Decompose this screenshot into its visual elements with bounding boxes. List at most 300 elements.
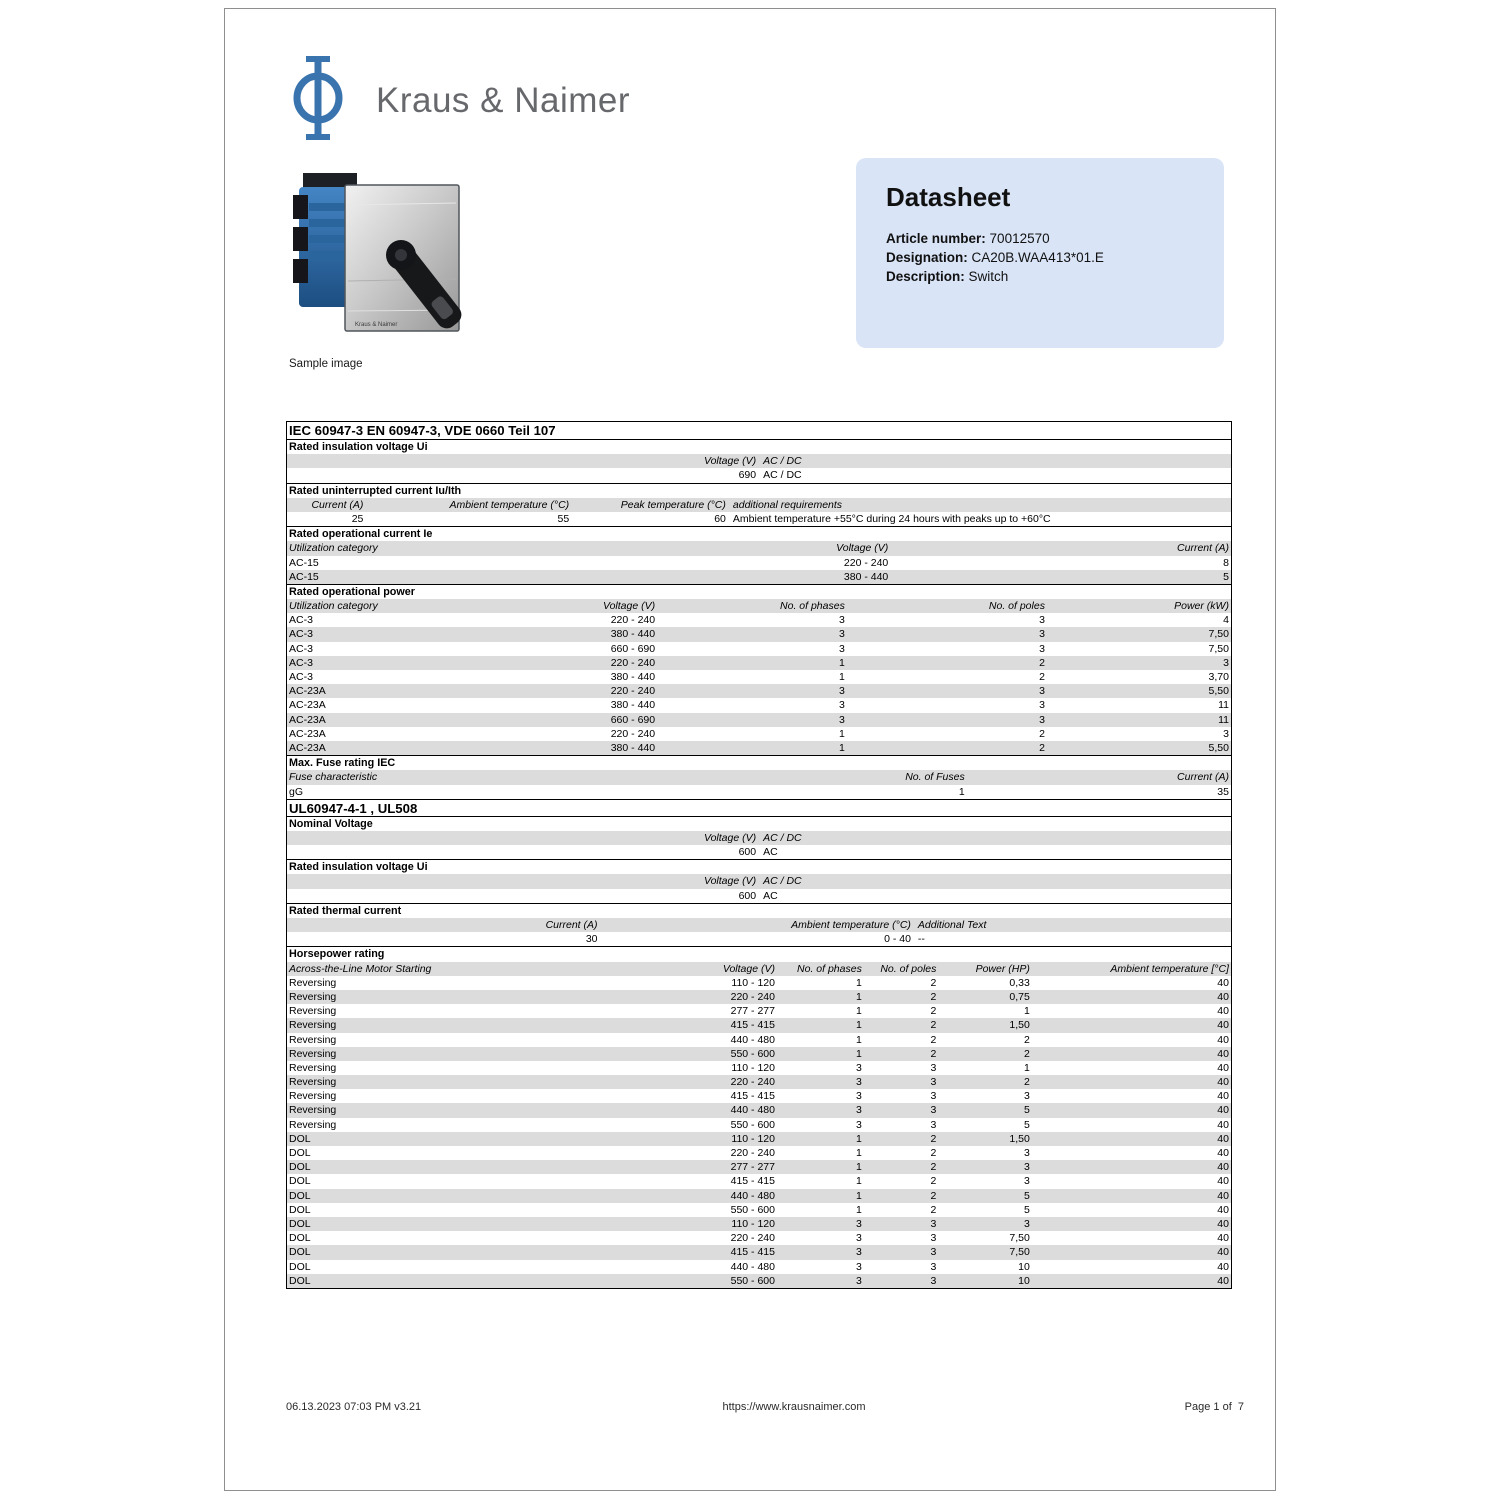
table-cell: 600 xyxy=(738,889,757,902)
table-cell: 5 xyxy=(1024,1104,1030,1117)
sample-image-caption: Sample image xyxy=(289,358,363,370)
table-cell: 415 - 415 xyxy=(730,1246,775,1259)
table-cell: 3 xyxy=(1024,1161,1030,1174)
table-cell: 110 - 120 xyxy=(731,1061,775,1074)
table-cell: 600 xyxy=(738,846,757,859)
table-cell: AC-3 xyxy=(289,656,313,669)
table-cell: 1,50 xyxy=(1009,1019,1030,1032)
table-cell: 3 xyxy=(838,713,845,726)
table-cell: -- xyxy=(917,933,925,946)
footer-date-version: 06.13.2023 07:03 PM v3.21 xyxy=(286,1401,422,1413)
table-row xyxy=(287,1174,1231,1188)
table-cell: Reversing xyxy=(289,1019,337,1032)
table-cell: Voltage (V) xyxy=(703,875,757,888)
table-cell: AC xyxy=(763,889,778,902)
table-cell: 40 xyxy=(1217,1076,1229,1089)
table-cell: 0,33 xyxy=(1009,976,1030,989)
table-cell: AC-3 xyxy=(289,671,313,683)
phi-logo-icon xyxy=(287,54,349,147)
table-cell: Fuse characteristic xyxy=(289,771,378,784)
table-cell: 2 xyxy=(930,1203,937,1216)
table-cell: 60 xyxy=(714,512,726,525)
table-cell: Ambient temperature (°C) xyxy=(791,919,911,931)
table-row xyxy=(287,1146,1231,1160)
designation-label: Designation: xyxy=(886,250,968,265)
table-cell: 220 - 240 xyxy=(610,727,656,740)
table-row xyxy=(287,1047,1231,1061)
table-cell: 40 xyxy=(1217,1019,1229,1032)
table-cell: Reversing xyxy=(289,1076,337,1089)
table-cell: 220 - 240 xyxy=(610,656,656,669)
table-cell: 40 xyxy=(1217,1061,1229,1074)
table-cell: 1 xyxy=(1024,1061,1030,1074)
table-cell: 1 xyxy=(855,990,862,1003)
table-cell: 2 xyxy=(930,1005,937,1018)
table-cell: 2 xyxy=(930,1161,937,1174)
table-cell: 3 xyxy=(930,1232,937,1245)
table-cell: 3 xyxy=(1039,628,1045,641)
table-cell: Power (kW) xyxy=(1174,600,1229,613)
table-cell: 2 xyxy=(930,1033,937,1046)
table-cell: 2 xyxy=(1039,671,1045,683)
table-cell: 440 - 480 xyxy=(730,1189,775,1202)
table-row xyxy=(287,727,1231,741)
table-cell: DOL xyxy=(289,1175,311,1188)
table-cell: 35 xyxy=(1217,785,1229,798)
svg-text:Kraus & Naimer: Kraus & Naimer xyxy=(355,322,398,328)
table-cell: 2 xyxy=(930,990,937,1003)
column-header-row xyxy=(287,541,1231,555)
table-cell: 220 - 240 xyxy=(730,1232,775,1245)
table-cell: DOL xyxy=(289,1274,311,1287)
table-cell: 2 xyxy=(930,1147,937,1159)
table-cell: AC / DC xyxy=(763,469,802,482)
table-row xyxy=(287,613,1231,627)
table-cell: 440 - 480 xyxy=(730,1260,775,1273)
table-cell: 3 xyxy=(930,1090,937,1103)
table-cell: 3 xyxy=(1024,1090,1030,1103)
table-cell: Peak temperature (°C) xyxy=(620,498,726,511)
table-cell: 1 xyxy=(855,976,862,989)
table-cell: DOL xyxy=(289,1161,311,1174)
table-cell: 3 xyxy=(930,1217,937,1230)
table-cell: Reversing xyxy=(289,1090,337,1103)
table-cell: Reversing xyxy=(289,1061,337,1074)
designation-field xyxy=(886,248,1194,267)
table-cell: 3 xyxy=(930,1076,937,1089)
table-cell: 5 xyxy=(1223,570,1229,583)
table-row xyxy=(287,785,1231,799)
table-cell: 1 xyxy=(1024,1005,1030,1018)
table-cell: 40 xyxy=(1217,1260,1229,1273)
table-cell: 40 xyxy=(1217,1189,1229,1202)
table-cell: 440 - 480 xyxy=(730,1033,775,1046)
table-row xyxy=(287,741,1231,755)
table-cell: 660 - 690 xyxy=(610,713,656,726)
table-cell: 660 - 690 xyxy=(610,642,656,655)
table-cell: Across-the-Line Motor Starting xyxy=(289,962,432,975)
table-cell: 3 xyxy=(1024,1217,1030,1230)
table-cell: AC-3 xyxy=(289,614,313,627)
table-section xyxy=(287,483,1231,527)
table-cell: 1 xyxy=(958,785,965,798)
datasheet-page xyxy=(224,8,1276,1491)
table-cell: No. of poles xyxy=(880,962,937,975)
table-cell: 2 xyxy=(930,1189,937,1202)
table-cell: AC-15 xyxy=(289,570,319,583)
spec-table xyxy=(286,421,1232,1289)
table-cell: 220 - 240 xyxy=(843,556,889,569)
table-cell: 2 xyxy=(1024,1033,1030,1046)
table-cell: DOL xyxy=(289,1132,311,1145)
table-cell: AC-23A xyxy=(289,727,326,740)
table-row xyxy=(287,670,1231,684)
table-cell: gG xyxy=(289,785,304,798)
table-cell: 5 xyxy=(1024,1189,1030,1202)
table-cell: Ambient temperature [°C] xyxy=(1110,962,1229,975)
table-cell: 277 - 277 xyxy=(730,1161,775,1174)
table-cell: 2 xyxy=(1024,1047,1030,1060)
table-cell: 40 xyxy=(1217,1175,1229,1188)
table-cell: Current (A) xyxy=(1177,771,1229,784)
table-row xyxy=(287,1217,1231,1231)
datasheet-info-box xyxy=(856,158,1224,348)
table-cell: 3 xyxy=(855,1090,862,1103)
table-subsection-title: Rated operational power xyxy=(287,585,1231,599)
table-row xyxy=(287,1018,1231,1032)
table-cell: 1 xyxy=(855,1132,862,1145)
table-cell: 1 xyxy=(838,741,845,754)
column-header-row xyxy=(287,962,1231,976)
table-cell: 3 xyxy=(855,1076,862,1089)
column-header-row xyxy=(287,498,1231,512)
page-footer xyxy=(225,1401,1275,1417)
table-cell: 3 xyxy=(838,614,845,627)
table-row xyxy=(287,570,1231,584)
table-cell: additional requirements xyxy=(732,498,843,511)
table-cell: 2 xyxy=(930,1132,937,1145)
table-cell: 3 xyxy=(1223,727,1229,740)
table-cell: 3 xyxy=(930,1104,937,1117)
table-cell: Utilization category xyxy=(289,600,378,613)
footer-page-number: Page 1 of 7 xyxy=(1184,1401,1244,1413)
table-cell: Utilization category xyxy=(289,542,378,555)
table-cell: 5 xyxy=(1024,1118,1030,1131)
table-cell: 3 xyxy=(855,1260,862,1273)
table-cell: 3 xyxy=(838,699,845,712)
table-row xyxy=(287,1089,1231,1103)
table-row xyxy=(287,932,1231,946)
table-cell: 3 xyxy=(1024,1147,1030,1159)
table-cell: 3 xyxy=(930,1061,937,1074)
table-cell: 40 xyxy=(1217,1246,1229,1259)
table-cell: 40 xyxy=(1217,1005,1229,1018)
table-cell: Voltage (V) xyxy=(703,831,757,844)
product-photo xyxy=(287,161,469,360)
table-section xyxy=(287,859,1231,903)
table-cell: 1 xyxy=(855,1033,862,1046)
table-cell: 3 xyxy=(1024,1175,1030,1188)
column-header-row xyxy=(287,599,1231,613)
table-cell: AC / DC xyxy=(763,875,802,888)
table-cell: Voltage (V) xyxy=(836,542,889,555)
table-cell: 3 xyxy=(1039,699,1045,712)
table-cell: 3 xyxy=(1039,614,1045,627)
table-row xyxy=(287,1203,1231,1217)
table-subsection-title: Horsepower rating xyxy=(287,947,1231,961)
table-cell: No. of phases xyxy=(780,600,845,613)
table-cell: 1 xyxy=(855,1189,862,1202)
designation-value: CA20B.WAA413*01.E xyxy=(971,250,1104,265)
table-cell: Voltage (V) xyxy=(722,962,775,975)
table-cell: 8 xyxy=(1223,556,1229,569)
table-cell: AC-23A xyxy=(289,741,326,754)
table-subsection-title: Rated uninterrupted current Iu/Ith xyxy=(287,484,1231,498)
article-number-label: Article number: xyxy=(886,231,986,246)
table-cell: 550 - 600 xyxy=(730,1274,775,1287)
footer-url-link[interactable]: https://www.krausnaimer.com xyxy=(722,1401,866,1413)
table-cell: 415 - 415 xyxy=(730,1090,775,1103)
table-cell: Additional Text xyxy=(917,919,987,931)
table-section xyxy=(287,526,1231,584)
table-row xyxy=(287,1004,1231,1018)
table-cell: DOL xyxy=(289,1232,311,1245)
table-cell: 3 xyxy=(855,1232,862,1245)
table-cell: 3 xyxy=(930,1274,937,1287)
table-cell: 3,70 xyxy=(1208,671,1229,683)
table-section xyxy=(287,584,1231,755)
table-cell: No. of phases xyxy=(797,962,862,975)
table-cell: 415 - 415 xyxy=(730,1175,775,1188)
table-cell: 3 xyxy=(855,1104,862,1117)
table-subsection-title: Rated thermal current xyxy=(287,904,1231,918)
column-header-row xyxy=(287,918,1231,932)
table-cell: 380 - 440 xyxy=(610,671,656,683)
table-cell: 1 xyxy=(855,1147,862,1159)
brand-name: Kraus & Naimer xyxy=(376,80,631,120)
table-subsection-title: Rated insulation voltage Ui xyxy=(287,860,1231,874)
table-section xyxy=(287,439,1231,483)
table-cell: 40 xyxy=(1217,1090,1229,1103)
table-cell: 40 xyxy=(1217,1274,1229,1287)
table-cell: AC / DC xyxy=(763,455,802,468)
table-cell: 1 xyxy=(855,1019,862,1032)
table-cell: 380 - 440 xyxy=(610,741,656,754)
table-cell: 415 - 415 xyxy=(730,1019,775,1032)
column-header-row xyxy=(287,831,1231,845)
table-cell: Power (HP) xyxy=(975,962,1030,975)
table-cell: 550 - 600 xyxy=(730,1118,775,1131)
table-cell: 3 xyxy=(855,1246,862,1259)
table-cell: Current (A) xyxy=(545,919,598,931)
table-cell: AC-3 xyxy=(289,642,313,655)
table-row xyxy=(287,1274,1231,1288)
table-row xyxy=(287,627,1231,641)
table-cell: 1 xyxy=(838,671,845,683)
table-cell: Reversing xyxy=(289,990,337,1003)
table-subsection-title: Rated insulation voltage Ui xyxy=(287,440,1231,454)
table-cell: AC / DC xyxy=(763,831,802,844)
table-cell: 220 - 240 xyxy=(730,1147,775,1159)
table-cell: 0,75 xyxy=(1009,990,1030,1003)
description-field xyxy=(886,267,1194,286)
table-cell: 2 xyxy=(930,1019,937,1032)
table-row xyxy=(287,698,1231,712)
table-cell: 2 xyxy=(1039,741,1045,754)
table-section xyxy=(287,946,1231,1288)
table-row xyxy=(287,684,1231,698)
table-cell: DOL xyxy=(289,1189,311,1202)
table-cell: 5 xyxy=(1024,1203,1030,1216)
table-cell: 40 xyxy=(1217,1033,1229,1046)
table-cell: 1 xyxy=(838,656,845,669)
table-cell: 3 xyxy=(855,1274,862,1287)
table-cell: AC-23A xyxy=(289,699,326,712)
table-cell: Current (A) xyxy=(1177,542,1229,555)
table-row xyxy=(287,556,1231,570)
table-section xyxy=(287,755,1231,799)
table-cell: 3 xyxy=(855,1217,862,1230)
table-row xyxy=(287,1033,1231,1047)
table-cell: 690 xyxy=(738,469,757,482)
table-cell: 550 - 600 xyxy=(730,1203,775,1216)
table-row xyxy=(287,990,1231,1004)
table-cell: Reversing xyxy=(289,1104,337,1117)
table-cell: 3 xyxy=(838,628,845,641)
table-cell: 220 - 240 xyxy=(730,990,775,1003)
table-row xyxy=(287,512,1231,526)
article-number-value: 70012570 xyxy=(989,231,1050,246)
table-row xyxy=(287,642,1231,656)
table-cell: 3 xyxy=(930,1118,937,1131)
table-cell: 220 - 240 xyxy=(610,685,656,698)
table-subsection-title: Nominal Voltage xyxy=(287,817,1231,831)
table-section-heading: IEC 60947-3 EN 60947-3, VDE 0660 Teil 107 xyxy=(287,422,1231,439)
table-cell: AC-3 xyxy=(289,628,313,641)
table-row xyxy=(287,1132,1231,1146)
table-cell: 1,50 xyxy=(1009,1132,1030,1145)
table-cell: 3 xyxy=(1039,713,1045,726)
table-cell: Reversing xyxy=(289,1047,337,1060)
table-cell: 2 xyxy=(1024,1076,1030,1089)
table-cell: 7,50 xyxy=(1208,642,1229,655)
table-cell: 3 xyxy=(838,642,845,655)
table-cell: 10 xyxy=(1018,1274,1030,1287)
table-row xyxy=(287,1061,1231,1075)
table-cell: 1 xyxy=(855,1047,862,1060)
table-cell: 380 - 440 xyxy=(610,699,656,712)
table-cell: 40 xyxy=(1217,976,1229,989)
table-cell: 4 xyxy=(1223,614,1229,627)
table-cell: Reversing xyxy=(289,976,337,989)
table-cell: 1 xyxy=(855,1161,862,1174)
table-row xyxy=(287,1075,1231,1089)
table-row xyxy=(287,468,1231,482)
table-subsection-title: Max. Fuse rating IEC xyxy=(287,756,1231,770)
table-cell: DOL xyxy=(289,1147,311,1159)
table-cell: Voltage (V) xyxy=(602,600,656,613)
table-row xyxy=(287,889,1231,903)
table-cell: 380 - 440 xyxy=(610,628,656,641)
table-cell: 40 xyxy=(1217,1118,1229,1131)
table-section xyxy=(287,816,1231,860)
table-cell: 7,50 xyxy=(1208,628,1229,641)
table-cell: 40 xyxy=(1217,1203,1229,1216)
table-cell: Reversing xyxy=(289,1033,337,1046)
table-cell: 1 xyxy=(855,1203,862,1216)
table-section xyxy=(287,903,1231,947)
article-number-field xyxy=(886,229,1194,248)
table-row xyxy=(287,1118,1231,1132)
table-cell: 7,50 xyxy=(1009,1246,1030,1259)
table-cell: 550 - 600 xyxy=(730,1047,775,1060)
table-cell: 3 xyxy=(838,685,845,698)
table-cell: 11 xyxy=(1218,713,1229,726)
table-cell: 10 xyxy=(1018,1260,1030,1273)
table-cell: 40 xyxy=(1217,1161,1229,1174)
table-row xyxy=(287,1231,1231,1245)
table-cell: 2 xyxy=(1039,727,1045,740)
table-cell: DOL xyxy=(289,1203,311,1216)
table-cell: 220 - 240 xyxy=(610,614,656,627)
table-cell: 3 xyxy=(855,1061,862,1074)
table-cell: Reversing xyxy=(289,1005,337,1018)
table-row xyxy=(287,1189,1231,1203)
table-row xyxy=(287,1103,1231,1117)
table-cell: AC xyxy=(763,846,778,859)
table-cell: 3 xyxy=(930,1246,937,1259)
table-cell: 2 xyxy=(930,976,937,989)
table-cell: 40 xyxy=(1217,1104,1229,1117)
table-row xyxy=(287,656,1231,670)
table-cell: 380 - 440 xyxy=(843,570,889,583)
table-section-heading: UL60947-4-1 , UL508 xyxy=(287,799,1231,816)
table-cell: DOL xyxy=(289,1246,311,1259)
table-cell: 1 xyxy=(855,1005,862,1018)
table-cell: 440 - 480 xyxy=(730,1104,775,1117)
description-label: Description: xyxy=(886,269,965,284)
table-cell: 30 xyxy=(585,933,598,946)
table-cell: 5,50 xyxy=(1208,685,1229,698)
table-cell: 2 xyxy=(930,1047,937,1060)
table-cell: 7,50 xyxy=(1009,1232,1030,1245)
table-cell: 2 xyxy=(1039,656,1045,669)
table-row xyxy=(287,1245,1231,1259)
table-cell: 220 - 240 xyxy=(730,1076,775,1089)
column-header-row xyxy=(287,874,1231,888)
table-cell: DOL xyxy=(289,1217,311,1230)
table-cell: AC-23A xyxy=(289,713,326,726)
table-cell: DOL xyxy=(289,1260,311,1273)
table-row xyxy=(287,976,1231,990)
table-cell: 40 xyxy=(1217,1232,1229,1245)
table-cell: 3 xyxy=(1039,685,1045,698)
table-cell: AC-15 xyxy=(289,556,319,569)
table-cell: 40 xyxy=(1217,1132,1229,1145)
table-cell: 110 - 120 xyxy=(731,1217,775,1230)
description-value: Switch xyxy=(968,269,1009,284)
table-cell: 11 xyxy=(1218,699,1229,712)
table-cell: No. of poles xyxy=(988,600,1045,613)
table-cell: 110 - 120 xyxy=(731,976,775,989)
table-cell: 5,50 xyxy=(1208,741,1229,754)
table-row xyxy=(287,1260,1231,1274)
table-row xyxy=(287,845,1231,859)
table-cell: 3 xyxy=(855,1118,862,1131)
table-cell: Reversing xyxy=(289,1118,337,1131)
table-cell: 1 xyxy=(855,1175,862,1188)
table-cell: Ambient temperature (°C) xyxy=(449,498,570,511)
